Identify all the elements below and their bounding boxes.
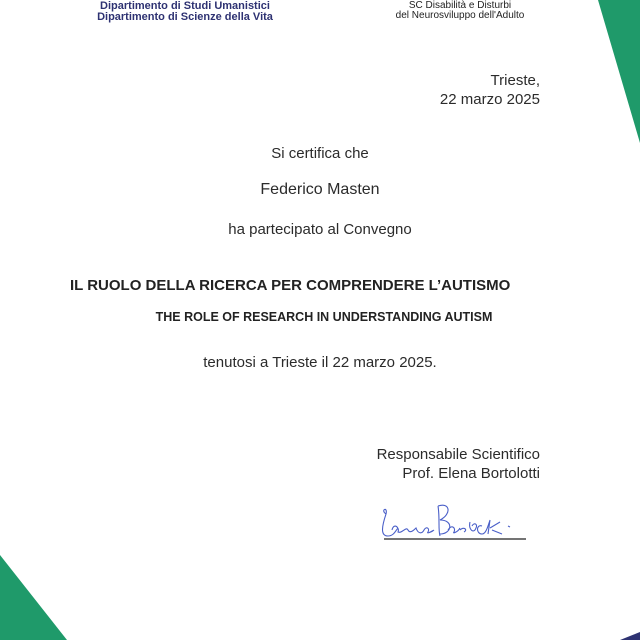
top-right-green-triangle <box>598 0 640 143</box>
place-date <box>440 71 540 109</box>
signatory-role: Responsabile Scientifico <box>376 446 540 463</box>
held-text: tenutosi a Trieste il 22 marzo 2025. <box>203 354 437 371</box>
bottom-left-green-triangle <box>0 555 67 640</box>
department-line: Dipartimento di Scienze della Vita <box>97 11 273 23</box>
participation-text: ha partecipato al Convegno <box>228 221 412 238</box>
date: 22 marzo 2025 <box>439 91 540 108</box>
event-title-english: THE ROLE OF RESEARCH IN UNDERSTANDING AUTISM <box>155 310 493 324</box>
header-departments <box>0 1 370 23</box>
event-title-italian: IL RUOLO DELLA RICERCA PER COMPRENDERE L’AUTISMO <box>70 277 511 294</box>
unit-line: del Neurosviluppo dell'Adulto <box>395 10 525 21</box>
unit-line: SC Disabilità e Disturbi <box>408 0 512 11</box>
certify-text: Si certifica che <box>271 145 369 162</box>
signatory-block <box>377 445 540 483</box>
bottom-right-navy-triangle <box>620 632 640 640</box>
signatory-name: Prof. Elena Bortolotti <box>402 465 540 482</box>
header-unit <box>340 1 580 21</box>
place: Trieste, <box>490 72 540 89</box>
department-line: Dipartimento di Studi Umanistici <box>100 0 270 12</box>
signature <box>378 500 538 542</box>
recipient-name: Federico Masten <box>260 181 380 198</box>
